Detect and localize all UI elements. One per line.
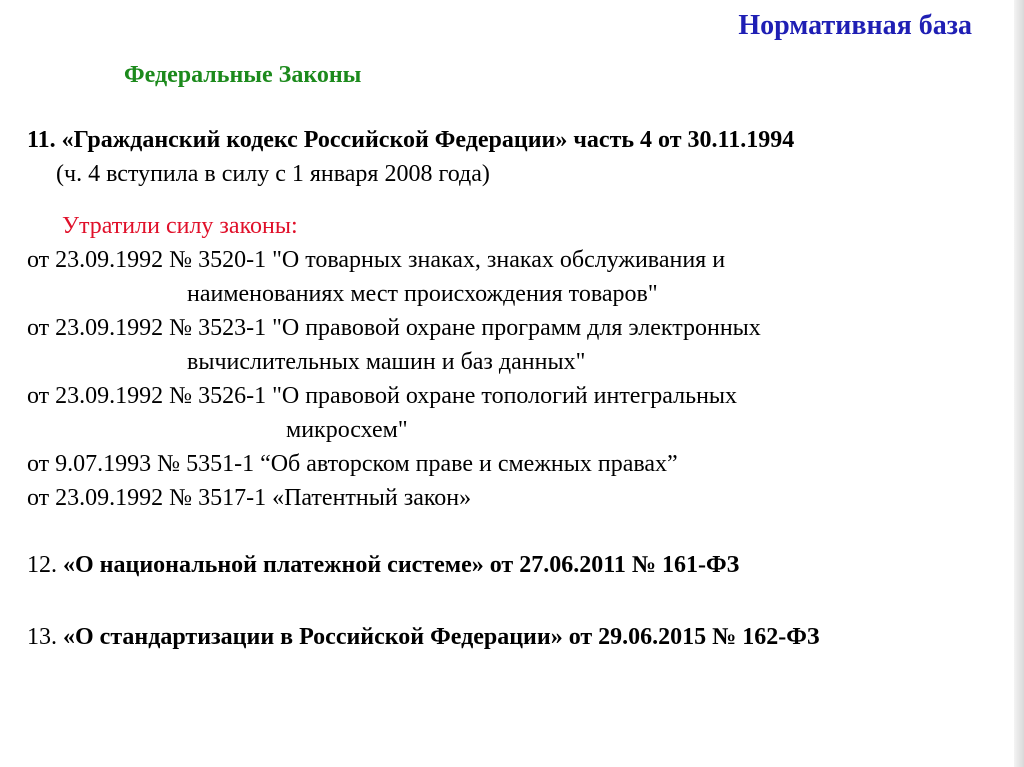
section-subtitle: Федеральные Законы xyxy=(124,62,362,88)
repealed-law-line: микросхем" xyxy=(286,417,408,443)
item-12-number: 12. xyxy=(27,552,57,578)
repealed-heading: Утратили силу законы: xyxy=(62,213,298,239)
repealed-law-line: наименованиях мест происхождения товаров" xyxy=(187,281,658,307)
repealed-law-line: от 23.09.1992 № 3526-1 "О правовой охране топологий интегральных xyxy=(27,383,738,409)
item-11-heading: 11. «Гражданский кодекс Российской Федерации» часть 4 от 30.11.1994 xyxy=(27,127,795,153)
item-12-text: «О национальной платежной системе» от 27.06.2011 № 161-ФЗ xyxy=(63,552,740,578)
item-13-number: 13. xyxy=(27,624,57,650)
page-title: Нормативная база xyxy=(738,10,972,41)
repealed-law-line: от 9.07.1993 № 5351-1 “Об авторском праве и смежных правах” xyxy=(27,451,678,477)
repealed-law-line: от 23.09.1992 № 3520-1 "О товарных знаках, знаках обслуживания и xyxy=(27,247,726,273)
item-12 xyxy=(27,550,739,580)
slide-edge xyxy=(1014,0,1024,767)
item-13 xyxy=(27,622,820,652)
repealed-law-line: от 23.09.1992 № 3517-1 «Патентный закон» xyxy=(27,485,472,511)
repealed-law-line: от 23.09.1992 № 3523-1 "О правовой охране программ для электронных xyxy=(27,315,761,341)
item-13-text: «О стандартизации в Российской Федерации» от 29.06.2015 № 162-ФЗ xyxy=(63,624,820,650)
repealed-law-line: вычислительных машин и баз данных" xyxy=(187,349,586,375)
item-11-note: (ч. 4 вступила в силу с 1 января 2008 года) xyxy=(56,161,490,187)
